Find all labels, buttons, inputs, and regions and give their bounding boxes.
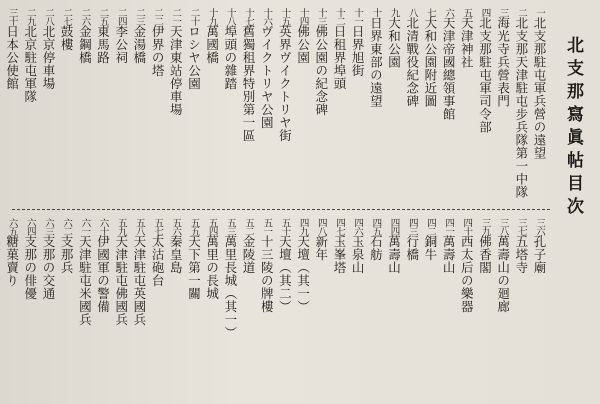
toc-entry-title: 北支那駐屯軍司令部 [477,16,493,134]
toc-entry [458,8,475,198]
toc-entry [149,218,166,398]
toc-entry-title: 石舫 [368,235,384,261]
toc-entry-title: 支那の俳優 [22,235,38,300]
page-title: 北支那寫眞帖目次 [563,36,583,220]
toc-entry-title: 五塔寺 [513,235,529,274]
toc-entry-number: 四九 [297,218,309,235]
toc-entry-number: 二二 [152,8,164,25]
toc-entry [0,218,2,398]
toc-entry [495,218,512,398]
toc-entry [131,218,148,398]
toc-entry-number: 四四 [388,218,400,235]
toc-entry-title: 太沽砲台 [150,235,166,287]
toc-entry [313,8,330,198]
toc-entry-title: 佛公園の紀念碑 [313,25,329,116]
toc-entry-number: 六三 [42,218,54,235]
toc-entry [331,218,348,398]
toc-entry-number: 二三 [133,8,145,25]
toc-entry-number: 十五 [279,8,291,25]
toc-entry-number: 二五 [97,8,109,25]
toc-entry-number: 六二 [61,218,73,235]
toc-entry-title: 金鋼橋 [77,25,93,64]
toc-entry-number: 四七 [333,218,345,235]
toc-entry [404,218,421,398]
toc-entry-title: 天津帝國總領事館 [441,16,457,121]
toc-entry-title: 糖菓賣り [4,235,20,287]
toc-entry-number: 四八 [315,218,327,235]
toc-entry-number: 二十 [188,8,200,25]
toc-entry-number: 五十 [279,218,291,235]
toc-entry [149,8,166,198]
toc-entry [40,218,57,398]
toc-entry-number: 四三 [406,218,418,235]
toc-entry-title: 天壇（其一） [295,235,311,313]
toc-entry-title: 舊獨租界特別第一區 [241,25,256,142]
toc-entry-number: 六四 [24,218,36,235]
toc-entry-number: 九 [388,8,400,17]
toc-entry-number: 六五 [6,218,18,235]
toc-entry [131,8,148,198]
toc-entry-title [0,235,1,287]
toc-entry-number: 二 [515,8,527,17]
toc-entry-number: 二六 [79,8,91,25]
toc-entry-title: 新年 [313,235,329,261]
toc-entry-number: 三八 [497,218,509,235]
toc-entry [495,8,512,198]
toc-entry-number: 十七 [243,8,254,25]
toc-entry [422,8,439,198]
toc-entry [404,8,421,198]
toc-entry [240,218,257,398]
toc-entry [386,218,403,398]
toc-entry [76,8,93,198]
toc-entry [167,218,184,398]
toc-entry [313,218,330,398]
toc-entry [476,8,493,198]
toc-entry [422,218,439,398]
toc-entry [295,8,312,198]
toc-entry-number: 三九 [479,218,491,235]
toc-entry-number: 五九 [115,218,127,235]
toc-entry-title: 埠頭の雜踏 [222,25,238,90]
toc-entry-title [0,25,1,64]
toc-entry [513,8,530,198]
toc-entry-number: 二四 [115,8,127,25]
toc-entry-title: ヴイクトリヤ公園 [259,25,275,129]
toc-upper-section [4,8,548,199]
toc-entry-title: 萬壽山 [441,235,457,274]
toc-entry [458,218,475,398]
toc-entry-number: 五一 [261,218,273,235]
toc-entry-title: 北支那駐屯軍兵營の遠望 [532,16,547,160]
toc-entry-title: 萬壽山 [386,235,402,274]
toc-entry-number: 五三 [224,218,236,235]
toc-entry-title: 日租界埠頭 [331,25,347,90]
toc-entry-number: 七 [424,8,436,17]
toc-entry-number: 十一 [352,8,364,25]
toc-entry-number: 四十 [461,218,473,235]
toc-entry-number: 四一 [443,218,455,235]
toc-entry [295,218,312,398]
toc-entry-title: 伊國軍の警備 [95,235,111,313]
toc-entry [476,218,493,398]
toc-entry-number: 十八 [224,8,236,25]
toc-entry-title: 海光寺兵營表門 [495,16,511,108]
toc-entry-title: 萬壽山の廻廊 [495,235,511,313]
toc-entry-title: 行橋 [404,235,420,261]
toc-entry-number: 四六 [352,218,364,235]
toc-entry-title: 秦皇島 [168,235,184,274]
toc-entry [58,8,75,198]
toc-entry-title: 玉泉山 [350,235,366,274]
toc-entry-title: 天津神社 [459,16,475,69]
toc-entry [222,8,239,198]
toc-entry-title: 孔子廟 [532,235,547,274]
toc-entry [349,218,366,398]
toc-entry [367,218,384,398]
toc-entry-title: 支那兵 [59,235,75,274]
toc-entry-number: 四五 [370,218,382,235]
toc-entry-number: 五四 [206,218,218,235]
toc-entry [58,218,75,398]
toc-entry [367,8,384,198]
toc-entry-title: 天津駐屯佛國兵 [113,235,129,326]
toc-entry-number: 三 [497,8,509,17]
toc-entry [185,218,202,398]
toc-entry [113,218,130,398]
toc-entry [258,218,275,398]
toc-entry-number: 二九 [24,8,36,25]
toc-entry-title: 佛香閣 [477,235,493,274]
toc-entry-number: 五五 [188,218,200,235]
toc-entry-title: 日界東部の遠望 [368,16,384,108]
toc-entry-number: 六十 [97,218,109,235]
toc-entry [113,8,130,198]
toc-entry-title: 天津駐屯英國兵 [131,235,147,326]
toc-entry [240,8,257,198]
toc-entry-title: 伊界の塔 [150,25,166,77]
toc-entry-title: 大和公園 [386,16,402,69]
toc-entry-number: 八 [406,8,418,17]
toc-entry [95,218,112,398]
toc-entry-title: 金湯橋 [131,25,147,64]
toc-entry [349,8,366,198]
toc-entry-number: 四 [479,8,491,17]
toc-entry [22,218,39,398]
toc-entry-number: 五六 [170,218,182,235]
toc-entry [531,8,548,198]
toc-entry-title: 天壇（其二） [277,235,293,313]
toc-entry [4,8,21,198]
toc-entry-number: 二七 [61,8,73,25]
toc-entry [440,218,457,398]
toc-entry [386,8,403,198]
toc-entry-number: 十 [370,8,382,17]
toc-entry-title: 鼓樓 [59,25,75,51]
dashed-divider [12,209,550,210]
toc-entry-number: 一 [534,8,545,17]
toc-entry-number: 二八 [42,8,54,25]
toc-entry-number: 十六 [261,8,273,25]
toc-entry [258,8,275,198]
toc-entry-number: 十九 [206,8,218,25]
toc-entry-number: 四二 [424,218,436,235]
toc-entry [22,8,39,198]
toc-entry-number: 十二 [333,8,345,25]
toc-entry-title: 天津東站停車場 [168,25,184,116]
toc-entry-title: 天津駐屯米國兵 [77,235,93,326]
toc-entry [185,8,202,198]
toc-entry-number: 五八 [133,218,145,235]
toc-entry-number: 十三 [315,8,327,25]
toc-entry [76,218,93,398]
toc-entry-title: 北清戰役紀念碑 [404,16,420,108]
toc-entry-title: 金陵道 [241,235,256,274]
toc-entry [531,218,548,398]
toc-entry [95,8,112,198]
toc-entry [331,8,348,198]
toc-entry [513,218,530,398]
toc-entry [4,218,21,398]
toc-entry [440,8,457,198]
toc-entry [204,8,221,198]
toc-entry-title: 北支那天津駐屯步兵隊第一中隊 [513,16,529,199]
toc-entry-title: 北京駐屯軍隊 [22,25,38,103]
toc-entry-title: 支那の交通 [40,235,56,300]
toc-entry-number: 三十 [6,8,18,25]
toc-entry-title: 銅牛 [422,235,438,261]
toc-entry-number: 五 [461,8,473,17]
toc-entry-title: 李公祠 [113,25,129,64]
toc-entry [222,218,239,398]
toc-entry [204,218,221,398]
toc-entry-title: 十三陵の牌樓 [259,235,275,313]
toc-entry-title: 佛公園 [295,25,311,64]
toc-entry-number: 五二 [243,218,254,235]
toc-entry-title: 日界旭街 [350,25,366,77]
toc-entry-number: 十四 [297,8,309,25]
toc-entry [276,218,293,398]
toc-entry-number: 六 [443,8,455,17]
toc-entry-title: 西太后の樂器 [459,235,475,313]
toc-entry-title: 大和公園附近圖 [422,16,438,108]
toc-entry-title: 東馬路 [95,25,111,64]
toc-entry-title: 天下第一關 [186,235,202,300]
toc-entry-title: 萬里長城（其一） [222,235,238,339]
toc-entry [167,8,184,198]
toc-entry-number: 二一 [170,8,182,25]
toc-entry-title: 英界ヴイクトリヤ街 [277,25,293,142]
toc-entry-number: 三六 [534,218,545,235]
toc-entry [0,8,2,198]
toc-entry-number: 六一 [79,218,91,235]
toc-entry-title: 萬國橋 [204,25,220,64]
toc-entry-title: 北京停車場 [40,25,56,90]
toc-lower-section [4,218,548,398]
toc-entry-number: 五七 [152,218,164,235]
toc-entry-title: 萬里の長城 [204,235,220,300]
toc-entry [40,8,57,198]
toc-entry-title: 玉峯塔 [331,235,347,274]
toc-entry-title: ロシヤ公園 [186,25,202,90]
toc-entry-number: 三七 [515,218,527,235]
toc-entry [276,8,293,198]
toc-entry-title: 日本公使館 [4,25,20,90]
